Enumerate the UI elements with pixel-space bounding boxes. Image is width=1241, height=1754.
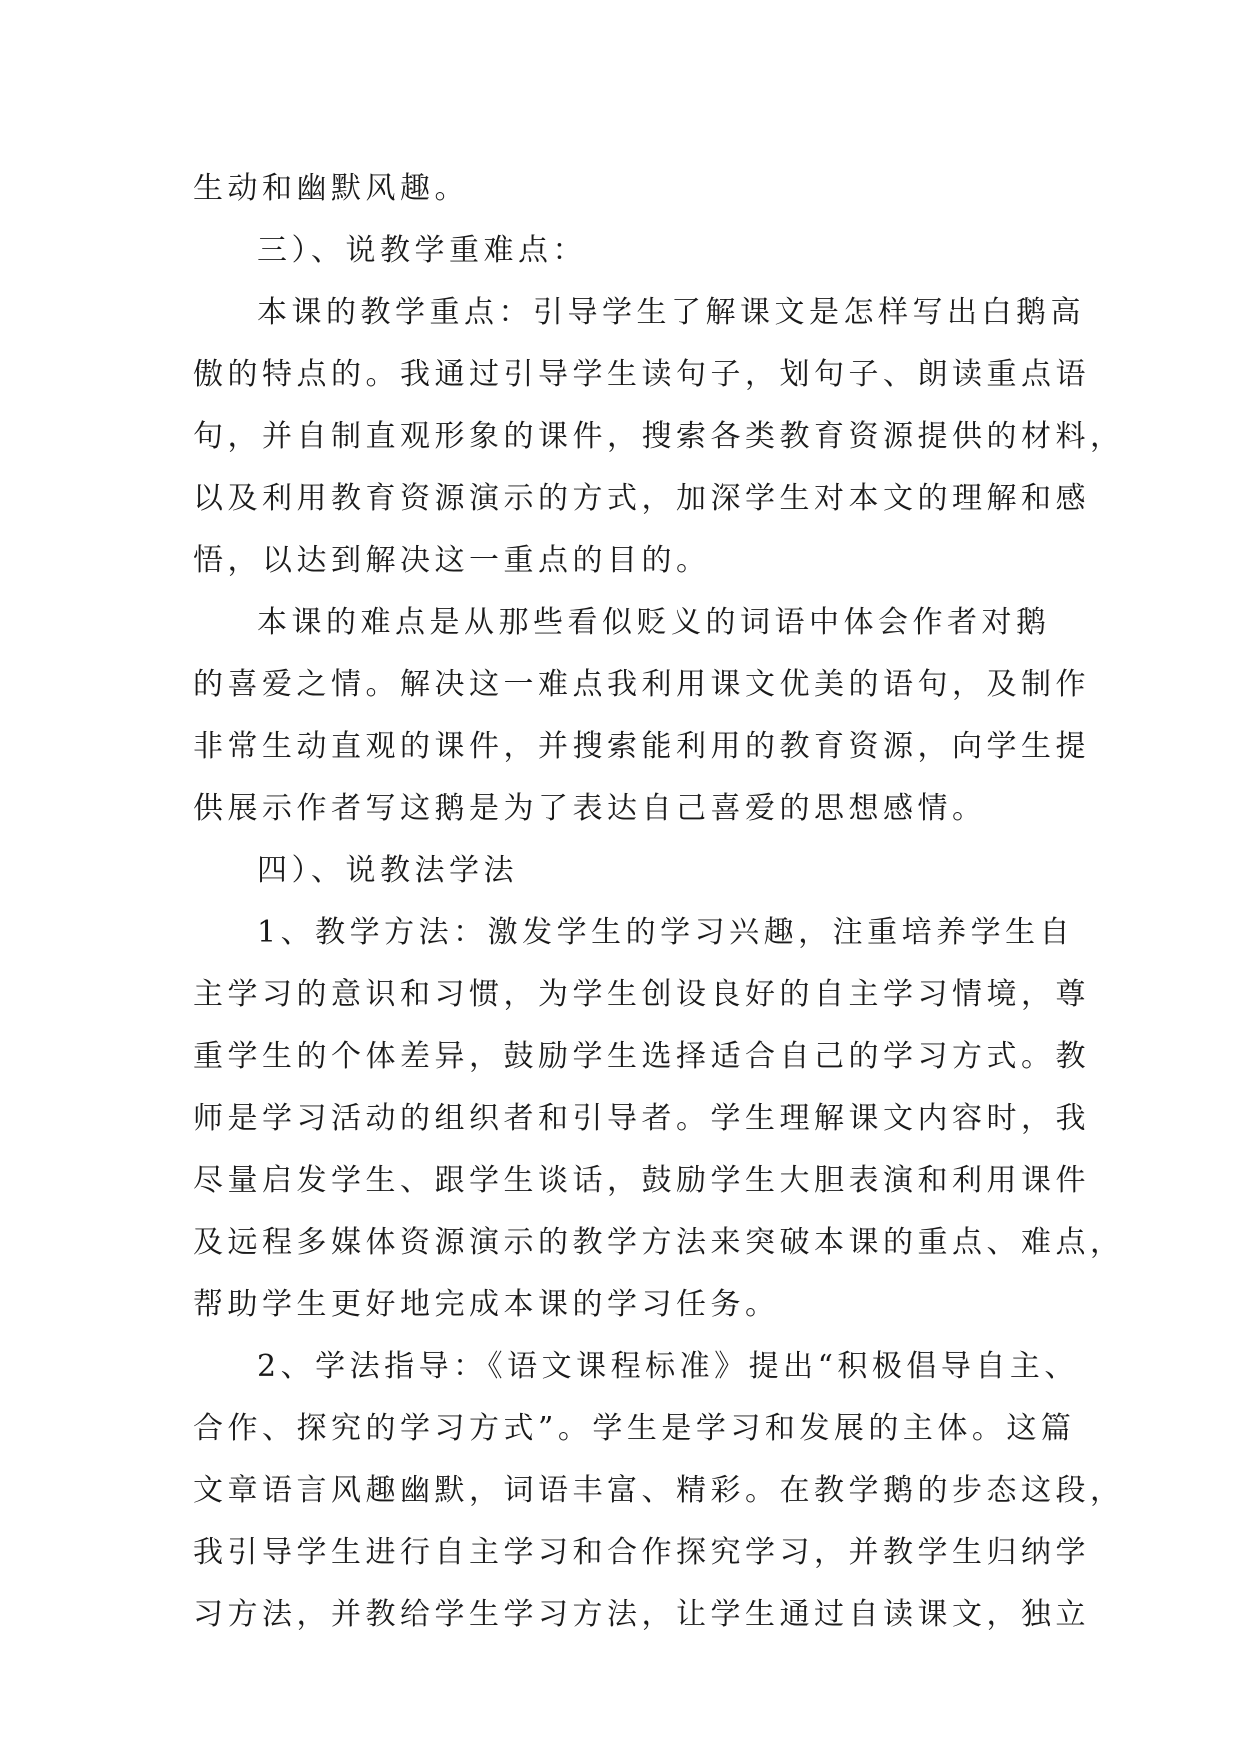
text-line: 以及利用教育资源演示的方式，加深学生对本文的理解和感: [193, 481, 1090, 516]
text-line: 2、学法指导：《语文课程标准》提出“积极倡导自主、: [257, 1349, 1079, 1384]
text-line: 悟，以达到解决这一重点的目的。: [193, 543, 711, 578]
text-line: 供展示作者写这鹅是为了表达自己喜爱的思想感情。: [193, 791, 987, 826]
section-heading-4: 四）、说教法学法: [257, 853, 518, 888]
body-text: [193, 158, 1125, 1646]
text-line: 合作、探究的学习方式”。学生是学习和发展的主体。这篇: [193, 1411, 1076, 1446]
text-line: 句，并自制直观形象的课件，搜索各类教育资源提供的材料，: [193, 419, 1125, 454]
text-line: 傲的特点的。我通过引导学生读句子，划句子、朗读重点语: [193, 357, 1090, 392]
text-line: 尽量启发学生、跟学生谈话，鼓励学生大胆表演和利用课件: [193, 1163, 1090, 1198]
text-line: 及远程多媒体资源演示的教学方法来突破本课的重点、难点，: [193, 1225, 1125, 1260]
text-line: 主学习的意识和习惯，为学生创设良好的自主学习情境，尊: [193, 977, 1090, 1012]
text-line: 我引导学生进行自主学习和合作探究学习，并教学生归纳学: [193, 1535, 1090, 1570]
text-line: 的喜爱之情。解决这一难点我利用课文优美的语句，及制作: [193, 667, 1090, 702]
section-heading-3: 三）、说教学重难点：: [257, 233, 587, 268]
text-line: 习方法，并教给学生学习方法，让学生通过自读课文，独立: [193, 1597, 1090, 1632]
text-line: 帮助学生更好地完成本课的学习任务。: [193, 1287, 780, 1322]
text-line: 非常生动直观的课件，并搜索能利用的教育资源，向学生提: [193, 729, 1090, 764]
text-line: 本课的教学重点：引导学生了解课文是怎样写出白鹅高: [257, 295, 1085, 330]
text-line: 文章语言风趣幽默，词语丰富、精彩。在教学鹅的步态这段，: [193, 1473, 1125, 1508]
text-line: 生动和幽默风趣。: [193, 171, 469, 206]
text-line: 师是学习活动的组织者和引导者。学生理解课文内容时，我: [193, 1101, 1090, 1136]
text-line: 重学生的个体差异，鼓励学生选择适合自己的学习方式。教: [193, 1039, 1090, 1074]
text-line: 1、教学方法：激发学生的学习兴趣，注重培养学生自: [257, 915, 1075, 950]
text-line: 本课的难点是从那些看似贬义的词语中体会作者对鹅: [257, 605, 1051, 640]
